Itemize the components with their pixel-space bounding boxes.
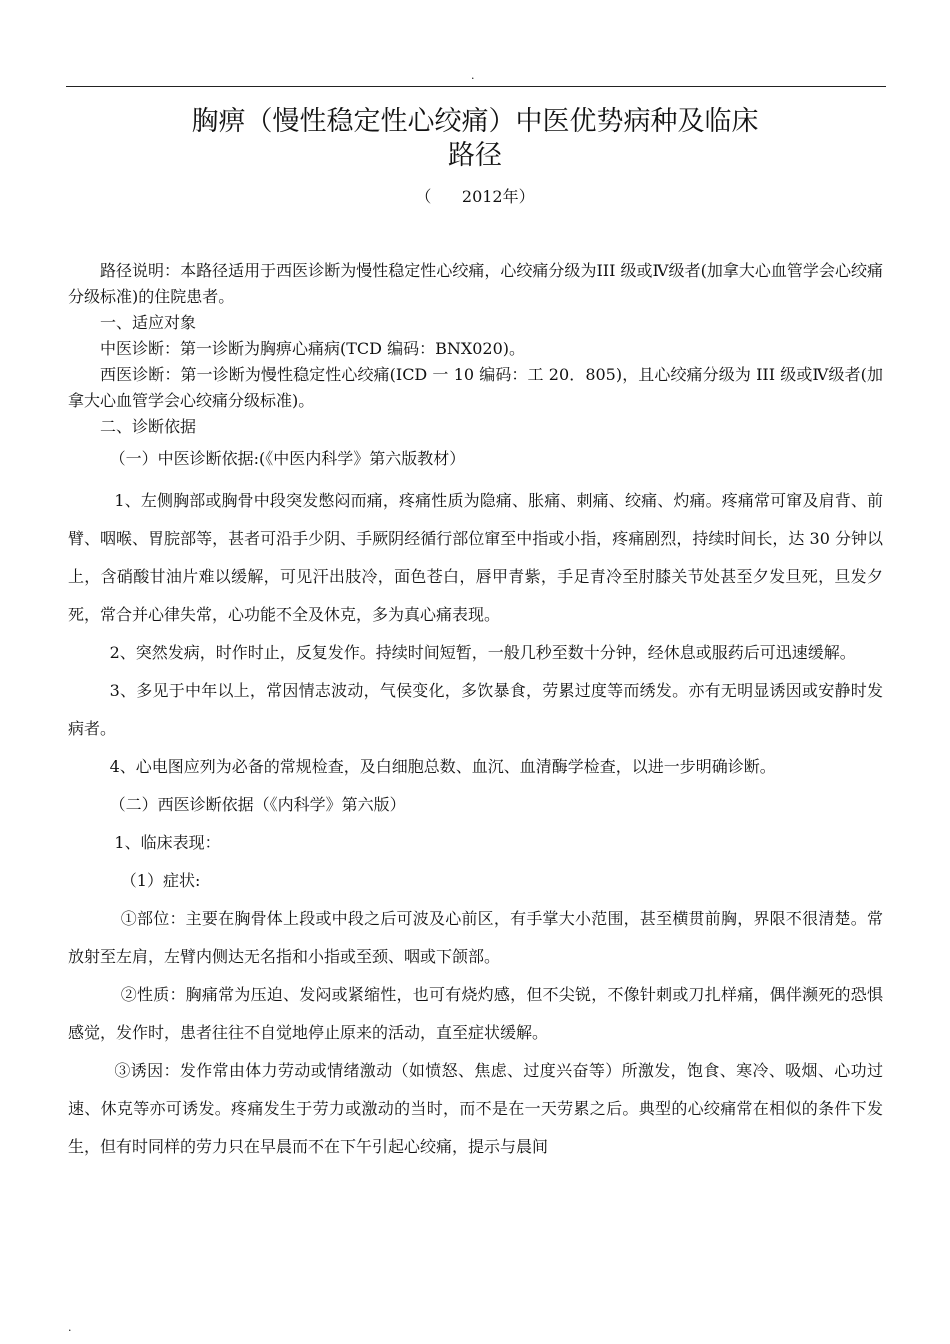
document-body	[68, 258, 883, 1166]
header-rule	[66, 86, 886, 87]
document-title-line-1: 胸痹（慢性稳定性心绞痛）中医优势病种及临床	[191, 106, 759, 137]
symptom-trigger-paragraph: ③诱因：发作常由体力劳动或情绪激动（如愤怒、焦虑、过度兴奋等）所激发，饱食、寒冷、吸烟、心功过速、休克等亦可诱发。疼痛发生于劳力或激动的当时，而不是在一天劳累之后。典型的心绞痛常在相似的条件下发生，但有时同样的劳力只在早晨而不在下午引起心绞痛，提示与晨间	[68, 1061, 883, 1156]
symptoms-heading: （1）症状:	[120, 871, 201, 890]
symptom-nature-paragraph: ②性质：胸痛常为压迫、发闷或紧缩性，也可有烧灼感，但不尖锐，不像针刺或刀扎样痛，偶伴濒死的恐惧感觉，发作时，患者往往不自觉地停止原来的活动，直至症状缓解。	[68, 985, 883, 1042]
tcm-criterion-1-paragraph: 1、左侧胸部或胸骨中段突发憋闷而痛，疼痛性质为隐痛、胀痛、刺痛、绞痛、灼痛。疼痛常可窜及肩背、前臂、咽喉、胃脘部等，甚者可沿手少阴、手厥阴经循行部位窜至中指或小指，疼痛剧烈，持续时间长，达 30 分钟以上，含硝酸甘油片难以缓解，可见汗出肢冷，面色苍白，唇甲青紫，手足青冷至肘膝关节处甚至夕发旦死，旦发夕死，常合并心律失常，心功能不全及休克，多为真心痛表现。	[68, 491, 883, 624]
western-diagnosis-paragraph: 西医诊断：第一诊断为慢性稳定性心绞痛(ICD 一 10 编码：工 20．805)，且心绞痛分级为 III 级或Ⅳ级者(加拿大心血管学会心绞痛分级标准)。	[68, 365, 883, 410]
document-title-line-2: 路径	[448, 140, 502, 171]
subsection-heading-tcm-basis: （一）中医诊断依据:(《中医内科学》第六版教材）	[109, 449, 466, 468]
tcm-criterion-3-paragraph: 3、多见于中年以上，常因情志波动，气侯变化，多饮暴食，劳累过度等而绣发。亦有无明显诱因或安静时发病者。	[68, 681, 883, 738]
tcm-diagnosis-paragraph: 中医诊断：第一诊断为胸痹心痛病(TCD 编码：BNX020)。	[100, 339, 526, 358]
section-heading-diagnostic-basis: 二、诊断依据	[100, 417, 197, 436]
subsection-heading-western-basis: （二）西医诊断依据（《内科学》第六版）	[109, 795, 406, 814]
path-description-paragraph: 路径说明：本路径适用于西医诊断为慢性稳定性心绞痛，心绞痛分级为III 级或Ⅳ级者(加拿大心血管学会心绞痛分级标准)的住院患者。	[68, 261, 883, 306]
section-heading-applicable-objects: 一、适应对象	[100, 313, 197, 332]
tcm-criterion-2-paragraph: 2、突然发病，时作时止，反复发作。持续时间短暂，一般几秒至数十分钟，经休息或服药后可迅速缓解。	[109, 643, 856, 662]
document-year: （ 2012年）	[415, 187, 535, 206]
tcm-criterion-4-paragraph: 4、心电图应列为必备的常规检查，及白细胞总数、血沉、血清酶学检查，以进一步明确诊断。	[109, 757, 776, 776]
clinical-manifestation-heading: 1、临床表现：	[114, 833, 221, 852]
symptom-location-paragraph: ①部位：主要在胸骨体上段或中段之后可波及心前区，有手掌大小范围，甚至横贯前胸，界限不很清楚。常放射至左肩，左臂内侧达无名指和小指或至颈、咽或下颌部。	[68, 909, 883, 966]
header-mark: .	[471, 69, 475, 82]
footer-mark: .	[68, 1321, 72, 1334]
